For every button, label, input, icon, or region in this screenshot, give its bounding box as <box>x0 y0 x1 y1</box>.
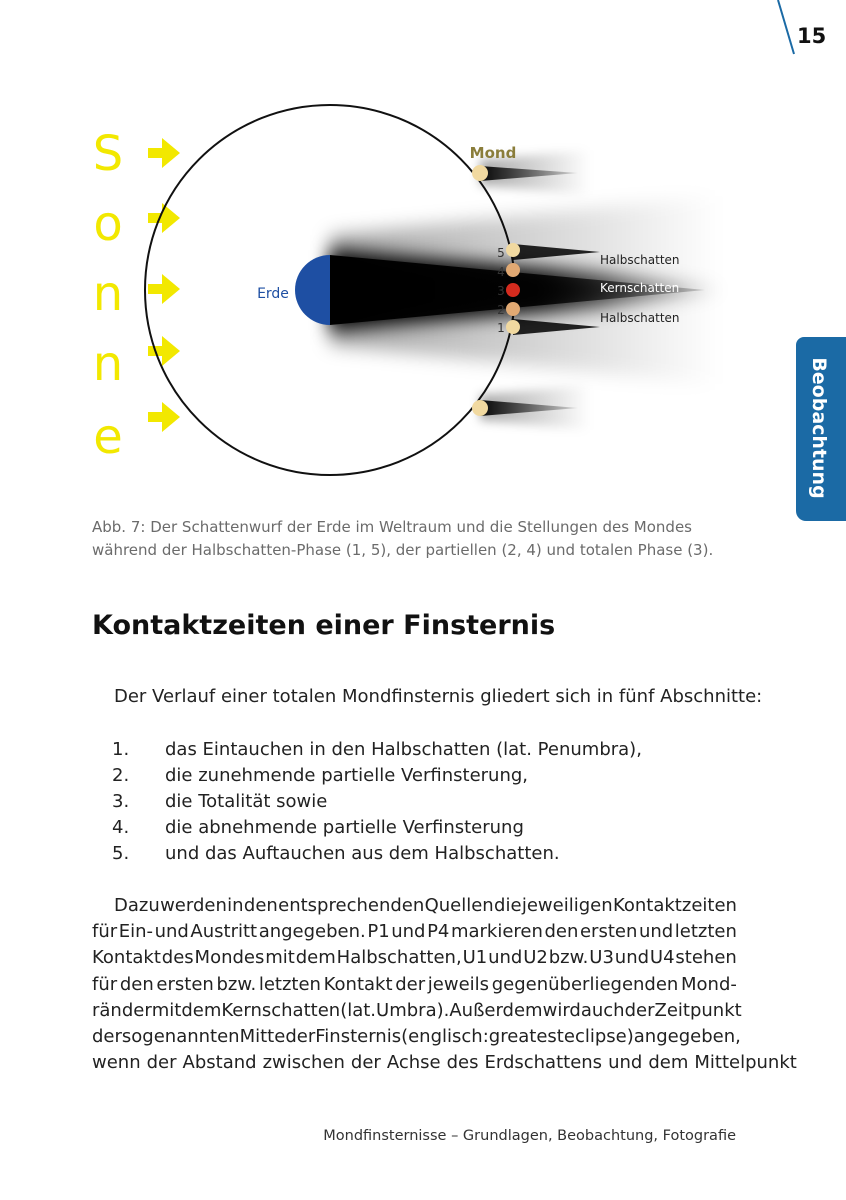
paragraph-line: wenn der Abstand zwischen der Achse des Erdschattens und dem Mittelpunkt <box>92 1052 797 1074</box>
earth <box>295 255 330 325</box>
caption-line: Abb. 7: Der Schattenwurf der Erde im Weltraum und die Stellungen des Mondes <box>92 518 692 536</box>
sun-label <box>93 126 123 465</box>
phase-number: 5 <box>497 246 505 260</box>
moon-phase-4 <box>506 263 520 277</box>
list-number: 1. <box>112 739 130 760</box>
moon-phase-5 <box>506 243 520 257</box>
shadow-label-top: Halbschatten <box>600 253 680 267</box>
shadow-label-middle: Kernschatten <box>600 281 680 295</box>
list-text: die abnehmende partielle Verfinsterung <box>165 817 524 838</box>
list-number: 4. <box>112 817 130 838</box>
moon-phase-2 <box>506 302 520 316</box>
page-number: 15 <box>797 24 827 48</box>
section-tab-label: Beobachtung <box>808 357 830 499</box>
caption-line: während der Halbschatten-Phase (1, 5), der partiellen (2, 4) und totalen Phase (3). <box>92 541 714 559</box>
phase-number: 4 <box>497 265 505 279</box>
sunlight-arrows <box>148 138 180 432</box>
moon-phase-3 <box>506 283 520 297</box>
sun-letter: n <box>92 266 124 322</box>
phase-number: 3 <box>497 284 505 298</box>
sun-letter: S <box>92 126 124 182</box>
list-number: 3. <box>112 791 130 812</box>
earth-label: Erde <box>257 286 289 302</box>
arrow-icon <box>148 138 180 168</box>
list-number: 5. <box>112 843 130 864</box>
phase-number: 2 <box>497 303 505 317</box>
paragraph-line: Kontakt des Mondes mit dem Halbschatten, U1 und U2 bzw. U3 und U4 stehen <box>92 947 737 969</box>
intro-text: Der Verlauf einer totalen Mondfinsternis gliedert sich in fünf Abschnitte: <box>114 686 763 707</box>
eclipse-diagram <box>0 0 846 510</box>
moon-top <box>472 165 488 181</box>
paragraph-line: für den ersten bzw. letzten Kontakt der jeweils gegenüberliegenden Mond- <box>92 973 737 995</box>
arrow-icon <box>148 402 180 432</box>
list-text: die zunehmende partielle Verfinsterung, <box>165 765 529 786</box>
paragraph-line: ränder mit dem Kernschatten (lat. Umbra). Außerdem wird auch der Zeitpunkt <box>92 999 742 1021</box>
moon-label: Mond <box>469 144 517 162</box>
paragraph-line: der so genannten Mitte der Finsternis (englisch: greatest eclipse) angegeben, <box>92 1025 741 1047</box>
sun-letter: e <box>93 409 123 465</box>
list-text: und das Auftauchen aus dem Halbschatten. <box>165 843 560 864</box>
moon-bottom <box>472 400 488 416</box>
phase-number: 1 <box>497 321 505 335</box>
list-number: 2. <box>112 765 130 786</box>
shadow-label-bottom: Halbschatten <box>600 311 680 325</box>
sun-letter: o <box>93 196 123 252</box>
running-footer: Mondfinsternisse – Grundlagen, Beobachtung, Fotografie <box>323 1128 736 1144</box>
moon-phase-1 <box>506 320 520 334</box>
arrow-icon <box>148 274 180 304</box>
body-paragraph <box>92 895 797 1078</box>
paragraph-line: für Ein- und Austritt angegeben. P1 und P4 markieren den ersten und letzten <box>92 921 737 943</box>
paragraph-line: Dazu werden in den entsprechenden Quellen die jeweiligen Kontaktzeiten <box>114 895 737 916</box>
list-text: das Eintauchen in den Halbschatten (lat. Penumbra), <box>165 739 642 760</box>
sun-letter: n <box>92 336 124 392</box>
list-text: die Totalität sowie <box>165 791 328 812</box>
section-heading: Kontaktzeiten einer Finsternis <box>92 610 556 641</box>
figure-caption <box>92 516 732 562</box>
